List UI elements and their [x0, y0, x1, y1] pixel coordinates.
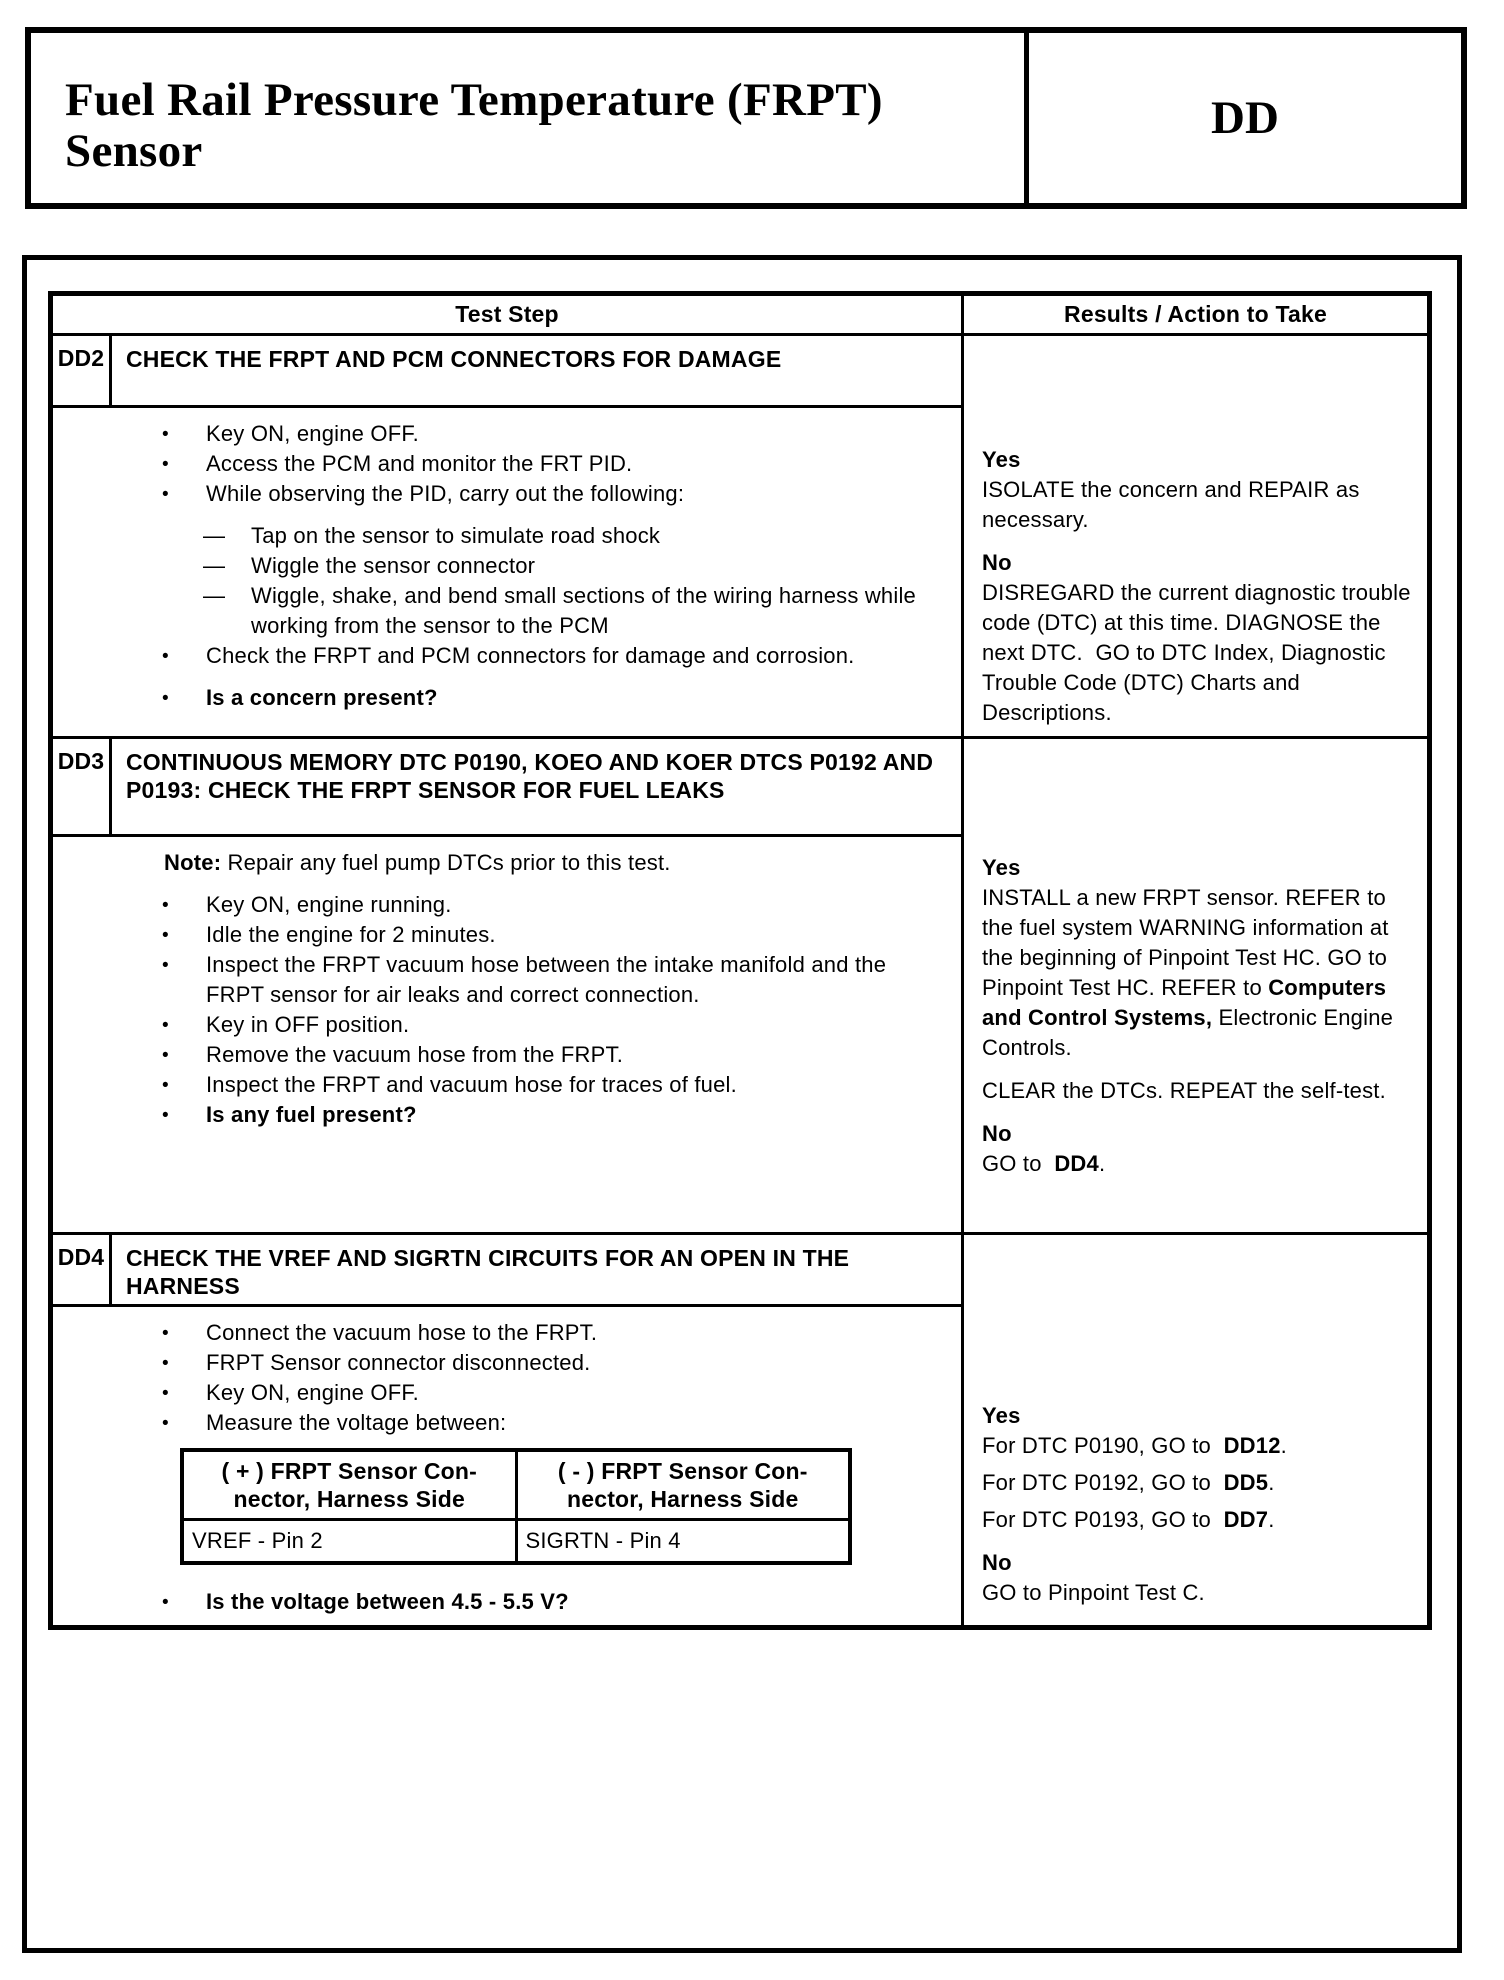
list-item-text [206, 1012, 409, 1037]
list-item [53, 683, 949, 713]
text-run: FRPT Sensor connector disconnected. [206, 1350, 591, 1375]
text-run: Idle the engine for 2 minutes. [206, 922, 496, 947]
table-header-row [51, 294, 1430, 335]
text-run: Note: [164, 850, 222, 875]
list-item-text [206, 481, 684, 506]
text-run: . [1280, 1433, 1287, 1458]
text-run: For DTC P0192, GO to [982, 1470, 1224, 1495]
text-run: ISOLATE the concern and REPAIR as necessary. [982, 477, 1360, 532]
voltage-table-body [182, 1520, 850, 1564]
bullet-marker: • [162, 1383, 169, 1404]
text-run: DISREGARD the current diagnostic trouble code (DTC) at this time. DIAGNOSE the next DTC. GO to DTC Index, Diagnostic Trouble Code (DTC) Charts and Descriptions. [982, 580, 1411, 725]
result-paragraph [982, 1119, 1411, 1149]
text-run: . [1098, 1151, 1106, 1176]
page-title: Fuel Rail Pressure Temperature (FRPT) Sensor [65, 74, 883, 177]
result-paragraph [982, 853, 1411, 883]
text-run: Yes [982, 447, 1021, 472]
result-paragraph [982, 1505, 1411, 1535]
text-run: Key ON, engine OFF. [206, 420, 419, 446]
header-code-cell [1029, 33, 1461, 203]
result-paragraph [982, 1076, 1411, 1106]
text-run: Is a concern present? [206, 684, 438, 710]
text-run: Wiggle the sensor connector [251, 552, 536, 578]
text-run: Key ON, engine OFF. [206, 1380, 419, 1405]
result-paragraph [982, 1149, 1411, 1179]
list-item-text [251, 523, 660, 548]
list-item [53, 920, 949, 950]
list-item [53, 419, 949, 449]
pinpoint-test-table [48, 291, 1432, 1630]
list-item [53, 1587, 949, 1617]
list-item [53, 1318, 949, 1348]
list-item [53, 1040, 949, 1070]
bullet-marker: • [162, 925, 169, 946]
text-run: Access the PCM and monitor the FRT PID. [206, 450, 633, 476]
text-run: Wiggle, shake, and bend small sections of the wiring harness while working from the sensor to the PCM [251, 582, 916, 638]
list-item-text [206, 892, 452, 917]
step-title-row [51, 1234, 1430, 1306]
text-run: Inspect the FRPT and vacuum hose for traces of fuel. [206, 1072, 737, 1097]
text-run: INSTALL a new FRPT sensor. REFER to the fuel system WARNING information at the beginning of Pinpoint Test HC. GO to Pinpoint Test HC. REFER to [982, 885, 1389, 1000]
text-run: While observing the PID, carry out the following: [206, 480, 685, 506]
bullet-marker: • [162, 1105, 169, 1126]
result-paragraph [982, 475, 1411, 535]
text-run: DD4 [1054, 1151, 1099, 1176]
list-item-text [164, 850, 671, 875]
step-title: CONTINUOUS MEMORY DTC P0190, KOEO AND KOER DTCS P0192 AND P0193: CHECK THE FRPT SENSOR FOR FUEL LEAKS [111, 738, 963, 836]
list-item-text [206, 1320, 597, 1345]
text-run: DD5 [1223, 1470, 1269, 1495]
step-title-row [51, 335, 1430, 407]
list-item [53, 551, 949, 581]
text-run: No [982, 550, 1012, 575]
text-run: For DTC P0190, GO to [982, 1433, 1224, 1458]
result-paragraph [982, 1431, 1411, 1461]
dash-marker: — [203, 522, 226, 548]
bullet-marker: • [162, 423, 169, 445]
result-paragraph [982, 1548, 1411, 1578]
step-title: CHECK THE VREF AND SIGRTN CIRCUITS FOR AN OPEN IN THE HARNESS [111, 1234, 963, 1306]
voltage-table [180, 1448, 852, 1565]
step-body [51, 1306, 963, 1628]
voltage-table-head [182, 1450, 850, 1520]
text-run: Tap on the sensor to simulate road shock [251, 522, 661, 548]
list-item-text [206, 1350, 590, 1375]
list-item [53, 950, 949, 1010]
text-run: Connect the vacuum hose to the FRPT. [206, 1320, 598, 1345]
list-item [53, 641, 949, 671]
bullet-marker: • [162, 955, 169, 976]
step-body [51, 836, 963, 1234]
voltage-table-header-row [182, 1450, 850, 1520]
step-title-row [51, 738, 1430, 836]
list-item-text [206, 1102, 417, 1127]
text-run: Electronic Engine Controls. [982, 1005, 1394, 1060]
list-item [53, 581, 949, 641]
bullet-marker: • [162, 687, 169, 709]
voltage-table-header-cell: ( + ) FRPT Sensor Con- nector, Harness Side [182, 1450, 516, 1520]
text-run: CLEAR the DTCs. REPEAT the self-test. [982, 1078, 1386, 1103]
bullet-marker: • [162, 1323, 169, 1344]
results-cell [963, 738, 1430, 1234]
list-item [53, 479, 949, 509]
text-run: Remove the vacuum hose from the FRPT. [206, 1042, 624, 1067]
text-run: Is the voltage between 4.5 - 5.5 V? [206, 1589, 569, 1614]
bullet-marker: • [162, 1045, 169, 1066]
bullet-marker: • [162, 895, 169, 916]
text-run: . [1268, 1470, 1275, 1495]
pinpoint-test-code: DD [1211, 92, 1279, 144]
text-run: Computers and Control Systems, [982, 975, 1387, 1030]
column-header-test-step: Test Step [51, 294, 963, 335]
list-item-text [206, 952, 886, 1007]
text-run: DD7 [1223, 1507, 1269, 1532]
text-run: Inspect the FRPT vacuum hose between the intake manifold and the FRPT sensor for air leaks and correct connection. [206, 952, 887, 1007]
text-run: Check the FRPT and PCM connectors for damage and corrosion. [206, 642, 855, 668]
step-id: DD4 [51, 1234, 111, 1306]
text-run: DD12 [1223, 1433, 1281, 1458]
list-item [53, 449, 949, 479]
header-title-cell [31, 33, 1029, 203]
column-header-results: Results / Action to Take [963, 294, 1430, 335]
list-item-text [206, 643, 854, 668]
text-run: Measure the voltage between: [206, 1410, 507, 1435]
text-run: No [982, 1550, 1012, 1575]
list-item-text [206, 1072, 737, 1097]
list-item [53, 521, 949, 551]
text-run: Key ON, engine running. [206, 892, 452, 917]
list-item [53, 1070, 949, 1100]
result-paragraph [982, 548, 1411, 578]
text-run: For DTC P0193, GO to [982, 1507, 1224, 1532]
step-id: DD2 [51, 335, 111, 407]
bullet-marker: • [162, 1075, 169, 1096]
content-box [22, 255, 1462, 1953]
text-run: GO to [982, 1151, 1055, 1176]
text-run: No [982, 1121, 1012, 1146]
list-item-text [251, 583, 916, 638]
voltage-table-cell: SIGRTN - Pin 4 [516, 1520, 850, 1564]
result-paragraph [982, 1468, 1411, 1498]
result-paragraph [982, 1578, 1411, 1608]
bullet-marker: • [162, 645, 169, 667]
step-title: CHECK THE FRPT AND PCM CONNECTORS FOR DAMAGE [111, 335, 963, 407]
bullet-marker: • [162, 483, 169, 505]
bullet-marker: • [162, 1015, 169, 1036]
results-cell [963, 1234, 1430, 1628]
text-run: Repair any fuel pump DTCs prior to this test. [221, 850, 671, 875]
bullet-marker: • [162, 453, 169, 475]
list-item-text [206, 1380, 419, 1405]
result-paragraph [982, 445, 1411, 475]
bullet-marker: • [162, 1592, 169, 1613]
list-item-text [206, 451, 632, 476]
bullet-marker: • [162, 1353, 169, 1374]
step-id: DD3 [51, 738, 111, 836]
list-item-text [251, 553, 535, 578]
text-run: GO to Pinpoint Test C. [982, 1580, 1205, 1605]
bullet-marker: • [162, 1413, 169, 1434]
dash-marker: — [203, 582, 226, 608]
voltage-table-row [182, 1520, 850, 1564]
list-item-text [206, 922, 496, 947]
step-body [51, 406, 963, 737]
list-item-text [206, 1042, 623, 1067]
list-item [53, 1378, 949, 1408]
text-run: Is any fuel present? [206, 1102, 417, 1127]
dash-marker: — [203, 552, 226, 578]
text-run: . [1268, 1507, 1275, 1532]
list-item-text [206, 1410, 506, 1435]
list-item-text [206, 685, 438, 710]
header-box [25, 27, 1467, 209]
list-item [53, 1100, 949, 1130]
result-paragraph [982, 578, 1411, 728]
list-item-text [206, 1589, 569, 1614]
list-item [53, 1408, 949, 1438]
list-item [53, 1348, 949, 1378]
list-item [53, 890, 949, 920]
voltage-table-cell: VREF - Pin 2 [182, 1520, 516, 1564]
voltage-table-header-cell: ( - ) FRPT Sensor Con- nector, Harness Side [516, 1450, 850, 1520]
text-run: Key in OFF position. [206, 1012, 410, 1037]
list-item [53, 1010, 949, 1040]
text-run: Yes [982, 855, 1021, 880]
result-paragraph [982, 1401, 1411, 1431]
list-item [53, 848, 949, 878]
results-cell [963, 335, 1430, 738]
list-item-text [206, 421, 419, 446]
result-paragraph [982, 883, 1411, 1063]
text-run: Yes [982, 1403, 1021, 1428]
